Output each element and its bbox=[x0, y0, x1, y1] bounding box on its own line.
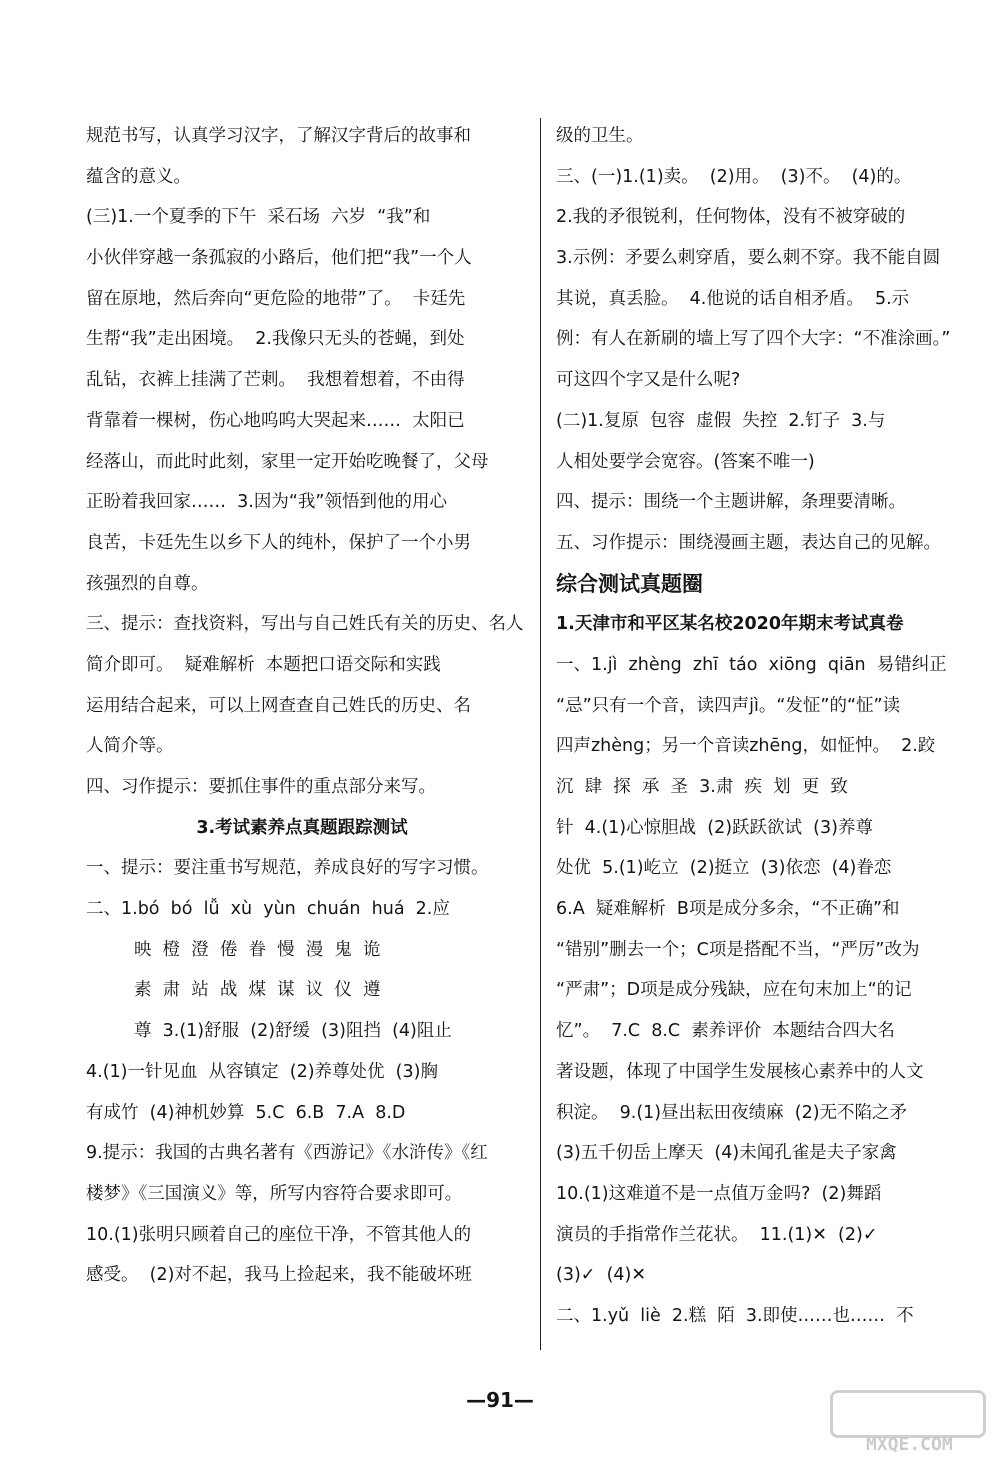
text-line: 沉 肆 探 承 圣 3.肃 疾 划 更 致 bbox=[556, 777, 848, 797]
text-line: 三、(一)1.(1)卖。 (2)用。 (3)不。 (4)的。 bbox=[556, 166, 912, 187]
text-line: 6.A 疑难解析 B项是成分多余，“不正确”和 bbox=[556, 899, 900, 920]
text-line: “严肃”；D项是成分残缺，应在句末加上“的记 bbox=[556, 980, 912, 1001]
watermark-logo bbox=[830, 1390, 986, 1438]
text-line: 孩强烈的自尊。 bbox=[86, 573, 209, 594]
text-line: 例：有人在新刷的墙上写了四个大字：“不准涂画。” bbox=[556, 329, 951, 350]
text-line: 一、1.jì zhèng zhī táo xiōng qiān 易错纠正 bbox=[556, 654, 947, 675]
text-line: (3)五千仞岳上摩天 (4)未闻孔雀是夫子家禽 bbox=[556, 1143, 897, 1164]
text-line: 感受。 (2)对不起，我马上捡起来，我不能破坏班 bbox=[86, 1265, 472, 1286]
left-column bbox=[86, 116, 524, 1296]
text-line: 小伙伴穿越一条孤寂的小路后，他们把“我”一个人 bbox=[86, 248, 472, 269]
text-line: 四、提示：围绕一个主题讲解，条理要清晰。 bbox=[556, 492, 906, 513]
text-line: 一、提示：要注重书写规范，养成良好的写字习惯。 bbox=[86, 858, 489, 879]
text-line: 可这四个字又是什么呢? bbox=[556, 370, 741, 391]
text-line: 二、1.yǔ liè 2.糕 陌 3.即使……也…… 不 bbox=[556, 1305, 914, 1326]
text-line: 级的卫生。 bbox=[556, 126, 644, 146]
text-line: 简介即可。 疑难解析 本题把口语交际和实践 bbox=[86, 654, 441, 675]
text-line: 背靠着一棵树，伤心地呜呜大哭起来…… 太阳已 bbox=[86, 410, 465, 431]
text-line: 有成竹 (4)神机妙算 5.C 6.B 7.A 8.D bbox=[86, 1102, 406, 1123]
text-line: 三、提示：查找资料，写出与自己姓氏有关的历史、名人 bbox=[86, 614, 524, 635]
text-line: 留在原地，然后奔向“更危险的地带”了。 卡廷先 bbox=[86, 288, 466, 309]
text-line: 规范书写，认真学习汉字，了解汉字背后的故事和 bbox=[86, 126, 471, 146]
text-line: 9.提示：我国的古典名著有《西游记》《水浒传》《红 bbox=[86, 1143, 488, 1164]
text-line: “忌”只有一个音，读四声jì。“发怔”的“怔”读 bbox=[556, 695, 901, 716]
exam-title: 1.天津市和平区某名校2020年期末考试真卷 bbox=[556, 614, 904, 635]
text-line: 四、习作提示：要抓住事件的重点部分来写。 bbox=[86, 777, 436, 797]
text-line: 素 肃 站 战 煤 谋 议 仪 遵 bbox=[134, 980, 381, 1001]
text-line: 映 橙 澄 倦 眷 慢 漫 鬼 诡 bbox=[134, 939, 381, 960]
text-line: 针 4.(1)心惊胆战 (2)跃跃欲试 (3)养尊 bbox=[556, 817, 873, 838]
text-line: 人相处要学会宽容。(答案不唯一) bbox=[556, 451, 815, 472]
text-line: 四声zhèng；另一个音读zhēng，如怔忡。 2.跤 bbox=[556, 736, 936, 757]
text-line: (二)1.复原 包容 虚假 失控 2.钉子 3.与 bbox=[556, 410, 886, 431]
page-number: —91— bbox=[466, 1388, 534, 1412]
text-line: 五、习作提示：围绕漫画主题，表达自己的见解。 bbox=[556, 532, 941, 553]
text-line: 乱钻，衣裤上挂满了芒刺。 我想着想着，不由得 bbox=[86, 370, 465, 391]
watermark bbox=[830, 1390, 990, 1456]
text-line: 楼梦》《三国演义》等，所写内容符合要求即可。 bbox=[86, 1183, 463, 1204]
column-divider bbox=[540, 118, 541, 1350]
right-column bbox=[556, 116, 982, 1337]
text-line: 人简介等。 bbox=[86, 736, 174, 757]
text-line: 4.(1)一针见血 从容镇定 (2)养尊处优 (3)胸 bbox=[86, 1061, 438, 1082]
text-line: (三)1.一个夏季的下午 采石场 六岁 “我”和 bbox=[86, 207, 431, 228]
text-line: 演员的手指常作兰花状。 11.(1)✕ (2)✓ bbox=[556, 1224, 878, 1245]
text-line: (3)✓ (4)✕ bbox=[556, 1265, 647, 1286]
text-line: 积淀。 9.(1)昼出耘田夜绩麻 (2)无不陷之矛 bbox=[556, 1102, 908, 1123]
text-line: 2.我的矛很锐利，任何物体，没有不被穿破的 bbox=[556, 207, 906, 228]
text-line: 10.(1)这难道不是一点值万金吗? (2)舞蹈 bbox=[556, 1183, 882, 1204]
text-line: “错别”删去一个；C项是搭配不当，“严厉”改为 bbox=[556, 939, 920, 960]
text-line: 运用结合起来，可以上网查查自己姓氏的历史、名 bbox=[86, 695, 471, 716]
text-line: 生帮“我”走出困境。 2.我像只无头的苍蝇，到处 bbox=[86, 329, 465, 350]
text-line: 3.示例：矛要么刺穿盾，要么刺不穿。我不能自圆 bbox=[556, 248, 941, 269]
text-line: 尊 3.(1)舒服 (2)舒缓 (3)阻挡 (4)阻止 bbox=[134, 1021, 452, 1042]
text-line: 经落山，而此时此刻，家里一定开始吃晚餐了，父母 bbox=[86, 451, 489, 472]
text-line: 著设题，体现了中国学生发展核心素养中的人文 bbox=[556, 1061, 924, 1082]
text-line: 正盼着我回家…… 3.因为“我”领悟到他的用心 bbox=[86, 492, 447, 513]
text-line: 良苦，卡廷先生以乡下人的纯朴，保护了一个小男 bbox=[86, 532, 471, 553]
watermark-text: MXQE.COM bbox=[866, 1434, 953, 1455]
text-line: 二、1.bó bó lǚ xù yùn chuán huá 2.应 bbox=[86, 899, 450, 920]
section-title: 综合测试真题圈 bbox=[556, 571, 703, 596]
section-heading: 3.考试素养点真题跟踪测试 bbox=[196, 817, 408, 838]
text-line: 其说，真丢脸。 4.他说的话自相矛盾。 5.示 bbox=[556, 288, 910, 309]
text-line: 忆”。 7.C 8.C 素养评价 本题结合四大名 bbox=[556, 1021, 895, 1042]
text-line: 10.(1)张明只顾着自己的座位干净，不管其他人的 bbox=[86, 1224, 472, 1245]
text-line: 蕴含的意义。 bbox=[86, 166, 191, 187]
text-line: 处优 5.(1)屹立 (2)挺立 (3)依恋 (4)眷恋 bbox=[556, 858, 892, 879]
